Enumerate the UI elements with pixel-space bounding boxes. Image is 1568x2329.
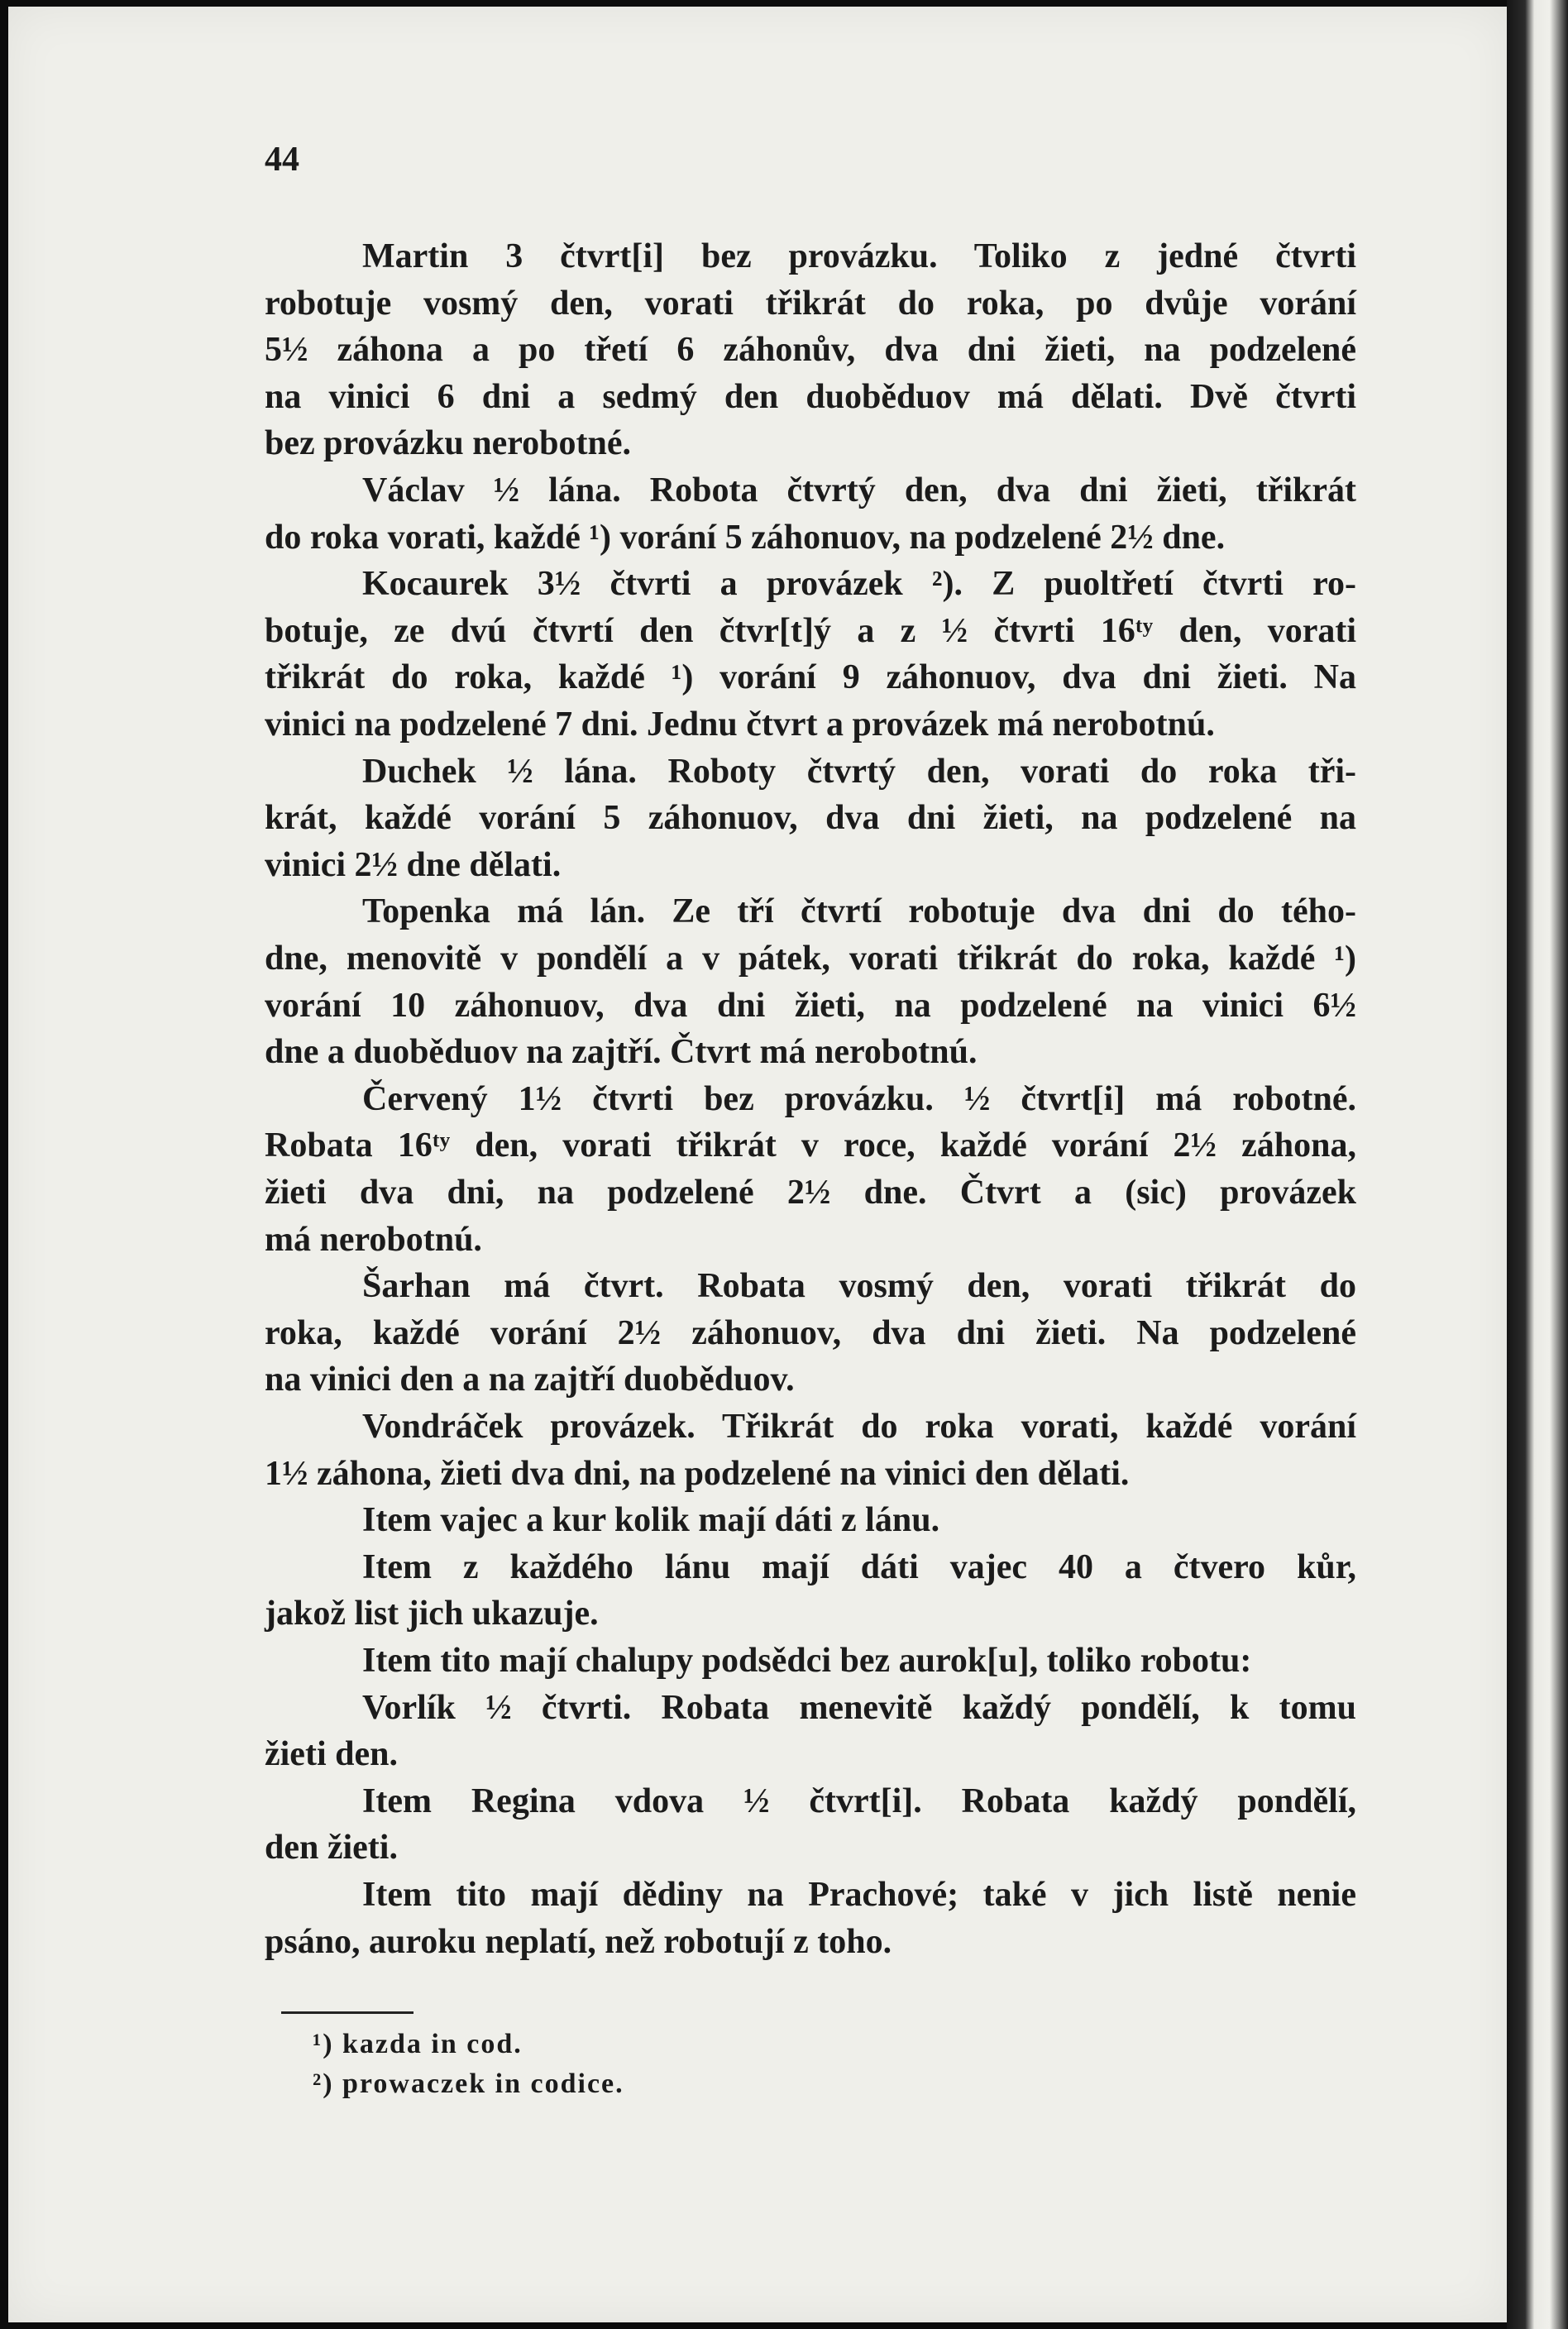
footnote: ¹) kazda in cod. (313, 2029, 523, 2059)
paragraph (265, 748, 1356, 889)
text-line: Item tito mají dědiny na Prachové; také v jich listě nenie (362, 1876, 1356, 1914)
text-line: na vinici den a na zajtří duoběduov. (265, 1361, 795, 1399)
text-line: krát, každé vorání 5 záhonuov, dva dni žieti, na podzelené na (265, 799, 1356, 838)
paragraph (265, 1872, 1356, 1965)
text-line: 5½ záhona a po třetí 6 záhonův, dva dni žieti, na podzelené (265, 331, 1356, 370)
paragraph (265, 1638, 1356, 1685)
text-block (265, 0, 1356, 2329)
text-line: žieti den. (265, 1735, 398, 1774)
paragraph (265, 1497, 1356, 1544)
text-line: Item vajec a kur kolik mají dáti z lánu. (362, 1501, 940, 1540)
text-line: bez provázku nerobotné. (265, 424, 631, 463)
text-line: den žieti. (265, 1829, 398, 1868)
text-line: Item Regina vdova ½ čtvrt[i]. Robata každý pondělí, (362, 1781, 1356, 1820)
paragraph (265, 233, 1356, 467)
paragraph (265, 467, 1356, 561)
paragraph (265, 561, 1356, 748)
text-line: Duchek ½ lána. Roboty čtvrtý den, vorati do roka tři- (362, 752, 1356, 791)
text-line: vinici 2½ dne dělati. (265, 845, 562, 884)
text-line: na vinici 6 dni a sedmý den duoběduov má dělati. Dvě čtvrti (265, 377, 1356, 416)
paragraph (265, 1263, 1356, 1404)
paragraph (265, 1544, 1356, 1638)
text-line: botuje, ze dvú čtvrtí den čtvr[t]ý a z ½ čtvrti 16ᵗʸ den, vorati (265, 611, 1356, 650)
text-line: do roka vorati, každé ¹) vorání 5 záhonuov, na podzelené 2½ dne. (265, 518, 1226, 557)
text-line: Václav ½ lána. Robota čtvrtý den, dva dni žieti, třikrát (362, 471, 1356, 509)
footnote-rule (281, 2011, 414, 2014)
text-line: dne a duoběduov na zajtří. Čtvrt má nerobotnú. (265, 1033, 978, 1072)
text-line: má nerobotnú. (265, 1220, 482, 1259)
page-number: 44 (265, 141, 299, 179)
text-line: 1½ záhona, žieti dva dni, na podzelené na vinici den dělati. (265, 1454, 1130, 1493)
text-line: Item z každého lánu mají dáti vajec 40 a čtvero kůr, (362, 1547, 1356, 1586)
text-line: jakož list jich ukazuje. (265, 1595, 599, 1633)
text-line: Kocaurek 3½ čtvrti a provázek ²). Z puoltřetí čtvrti ro- (362, 565, 1356, 604)
text-line: Martin 3 čtvrt[i] bez provázku. Toliko z jedné čtvrti (362, 237, 1356, 275)
text-line: Červený 1½ čtvrti bez provázku. ½ čtvrt[i] má robotné. (362, 1079, 1356, 1118)
text-line: Vondráček provázek. Třikrát do roka vorati, každé vorání (362, 1408, 1356, 1446)
paragraph (265, 1685, 1356, 1778)
text-line: vinici na podzelené 7 dni. Jednu čtvrt a provázek má nerobotnú. (265, 705, 1215, 744)
text-line: třikrát do roka, každé ¹) vorání 9 záhonuov, dva dni žieti. Na (265, 658, 1356, 697)
paragraph (265, 1778, 1356, 1872)
text-line: Item tito mají chalupy podsědci bez aurok[u], toliko robotu: (362, 1642, 1252, 1680)
text-line: žieti dva dni, na podzelené 2½ dne. Čtvrt a (sic) provázek (265, 1173, 1356, 1212)
footnotes (313, 2025, 624, 2104)
footnote: ²) prowaczek in codice. (313, 2068, 624, 2099)
text-line: dne, menovitě v pondělí a v pátek, vorati třikrát do roka, každé ¹) (265, 939, 1356, 978)
paragraph (265, 1404, 1356, 1497)
text-line: psáno, auroku neplatí, než robotují z toho. (265, 1922, 892, 1961)
text-line: Robata 16ᵗʸ den, vorati třikrát v roce, každé vorání 2½ záhona, (265, 1126, 1356, 1165)
binding-edge (1507, 0, 1568, 2329)
text-line: roka, každé vorání 2½ záhonuov, dva dni žieti. Na podzelené (265, 1313, 1356, 1352)
paragraph (265, 1076, 1356, 1263)
paragraph (265, 888, 1356, 1075)
text-line: vorání 10 záhonuov, dva dni žieti, na podzelené na vinici 6½ (265, 986, 1356, 1025)
text-line: Šarhan má čtvrt. Robata vosmý den, vorati třikrát do (362, 1267, 1356, 1306)
text-line: robotuje vosmý den, vorati třikrát do roka, po dvůje vorání (265, 284, 1356, 323)
text-line: Vorlík ½ čtvrti. Robata menevitě každý pondělí, k tomu (362, 1688, 1356, 1727)
text-line: Topenka má lán. Ze tří čtvrtí robotuje dva dni do tého- (362, 892, 1356, 931)
